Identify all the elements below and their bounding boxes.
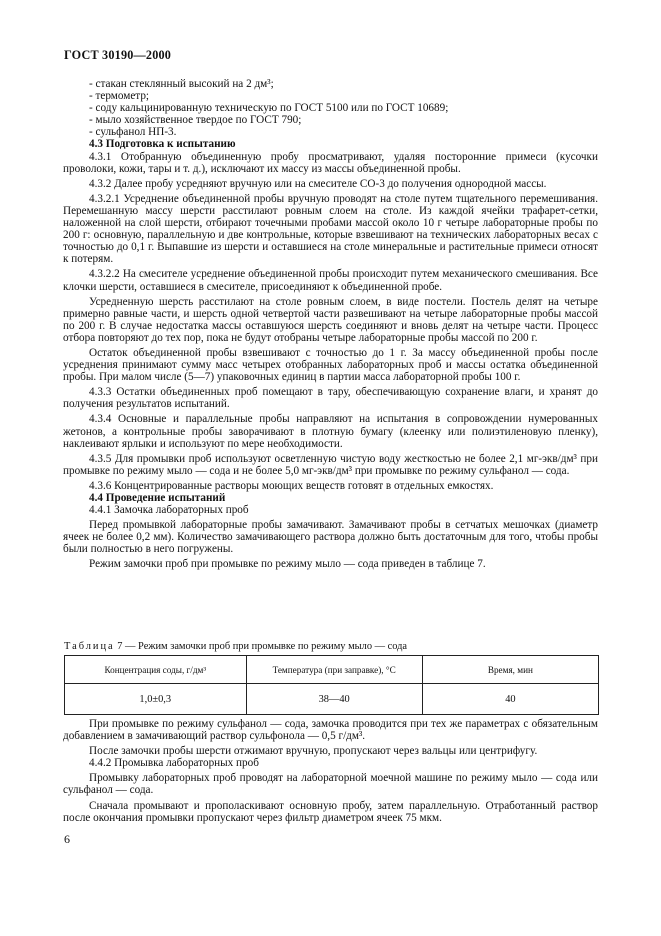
table-row	[65, 684, 599, 715]
list-item: - сульфанол НП-3.	[89, 126, 177, 139]
section-heading: 4.4 Проведение испытаний	[89, 492, 226, 504]
table-caption-label: Таблица	[64, 641, 115, 652]
paragraph: 4.3.6 Концентрированные растворы моющих веществ готовят в отдельных емкостях.	[89, 479, 494, 492]
paragraph: 4.3.3 Остатки объединенных проб помещают в тару, обеспечивающую сохранение влаги, и хранят до получения результатов испытаний.	[63, 386, 598, 411]
paragraph: 4.3.5 Для промывки проб используют осветленную чистую воду жесткостью не более 2,1 мг-экв/дм³ при промывке по режиму мыло — сода и не более 5,0 мг-экв/дм³ при промывке по режиму сульфанол — сода.	[63, 452, 598, 477]
list-item: - соду кальцинированную техническую по ГОСТ 5100 или по ГОСТ 10689;	[89, 102, 449, 115]
paragraph: Усредненную шерсть расстилают на столе ровным слоем, в виде постели. Постель делят на четыре примерно равные части, и шерсть одной четвертой части развешивают на четыре лабораторные пробы массой по 200 г. В случае недостатка массы оставшуюся шерсть соединяют и вновь делят на четыре части. Процесс отбора повторяют до тех пор, пока не будут отобраны четыре лабораторные пробы массой по 200 г.	[63, 295, 598, 344]
paragraph: 4.3.1 Отобранную объединенную пробу просматривают, удаляя посторонние примеси (кусочки проволоки, кожи, тары и т. д.), исключают их массу из массы объединенной пробы.	[63, 150, 598, 175]
document-header: ГОСТ 30190—2000	[64, 48, 172, 62]
table-cell: 38—40	[246, 684, 422, 715]
soak-mode-table	[64, 655, 599, 715]
paragraph: 4.3.2 Далее пробу усредняют вручную или на смесителе СО-3 до получения однородной массы.	[89, 177, 547, 190]
section-heading: 4.3 Подготовка к испытанию	[89, 138, 236, 151]
table-cell: 1,0±0,3	[65, 684, 247, 715]
paragraph: Сначала промывают и прополаскивают основную пробу, затем параллельную. Отработанный раствор после окончания промывки пропускают через фильтр диаметром ячеек 75 мкм.	[63, 799, 598, 824]
page-number: 6	[64, 832, 70, 846]
list-item: - термометр;	[89, 90, 150, 103]
list-item: - стакан стеклянный высокий на 2 дм³;	[89, 78, 274, 90]
paragraph: 4.3.4 Основные и параллельные пробы направляют на испытания в сопровождении нумерованных жетонов, а контрольные пробы заворачивают в плотную бумагу (клеенку или полиэтиленовую пленку), наклеивают ярлыки и используют по мере необходимости.	[63, 413, 598, 450]
paragraph: 4.4.1 Замочка лабораторных проб	[89, 504, 249, 517]
table-header-cell: Температура (при заправке), °С	[246, 656, 422, 684]
paragraph: 4.4.2 Промывка лабораторных проб	[89, 757, 259, 770]
paragraph: После замочки пробы шерсти отжимают вручную, пропускают через вальцы или центрифугу.	[89, 745, 538, 758]
table-header-cell: Время, мин	[422, 656, 598, 684]
body-text-continued	[63, 718, 598, 824]
paragraph: Остаток объединенной пробы взвешивают с точностью до 1 г. За массу объединенной пробы после усреднения принимают сумму масс четырех отобранных лабораторных проб и массы остатка объединенной пробы. При малом числе (5—7) упаковочных единиц в партии масса лабораторной пробы 100 г.	[63, 346, 598, 384]
table-header-row	[65, 656, 599, 684]
list-item: - мыло хозяйственное твердое по ГОСТ 790;	[89, 114, 302, 127]
table-caption	[64, 641, 407, 652]
paragraph: Промывку лабораторных проб проводят на лабораторной моечной машине по режиму мыло — сода или сульфанол — сода.	[63, 772, 598, 797]
paragraph: Перед промывкой лабораторные пробы замачивают. Замачивают пробы в сетчатых мешочках (диаметр ячеек не более 0,2 мм). Количество замачивающего раствора должно быть достаточным для того, чтобы пробы были полностью в него погружены.	[63, 519, 598, 556]
paragraph: 4.3.2.1 Усреднение объединенной пробы вручную проводят на столе путем тщательного перемешивания. Перемешанную массу шерсти расстилают ровным слоем на столе. Из каждой ячейки трафарет-сетки, наложенной на слой шерсти, отбирают точечными пробами массой около 10 г четыре лабораторные пробы по 200 г: основную, параллельную и две контрольные, которые взвешивают на технических лабораторных весах с точностью до 0,1 г. Выпавшие из шерсти и оставшиеся на столе минеральные и растительные примеси относят к потерям.	[63, 192, 598, 266]
body-text	[63, 78, 598, 571]
paragraph: 4.3.2.2 На смесителе усреднение объединенной пробы происходит путем механического смешивания. Все клочки шерсти, оставшиеся в смесителе, присоединяют к объединенной пробе.	[63, 268, 598, 293]
paragraph: Режим замочки проб при промывке по режиму мыло — сода приведен в таблице 7.	[89, 558, 486, 571]
table-header-cell: Концентрация соды, г/дм³	[65, 656, 247, 684]
paragraph: При промывке по режиму сульфанол — сода, замочка проводится при тех же параметрах с обязательным добавлением в замачивающий раствор сульфонола — 0,5 г/дм³.	[63, 718, 598, 743]
table-cell: 40	[422, 684, 598, 715]
table-caption-text: 7 — Режим замочки проб при промывке по режиму мыло — сода	[117, 641, 408, 652]
